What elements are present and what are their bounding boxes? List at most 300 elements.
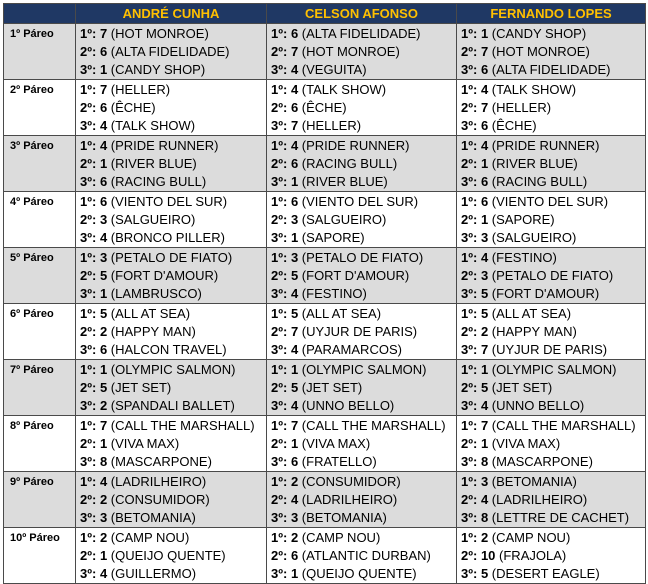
pick-position: 1º: [80,194,97,209]
picks-andre-cunha [76,416,267,472]
pick-line [80,529,266,547]
picks-celson-afonso [267,136,457,192]
horse-name: (PETALO DE FIATO) [491,268,614,283]
horse-name: (VIVA MAX) [110,436,180,451]
race-row [4,24,646,80]
pick-line [80,99,266,117]
pick-position: 3º: [461,62,478,77]
horse-number: 2 [99,324,108,339]
horse-name: (HELLER) [301,118,362,133]
pick-line [271,397,456,415]
pick-line [461,565,645,583]
horse-name: (CONSUMIDOR) [301,474,401,489]
horse-number: 6 [99,174,108,189]
horse-name: (CALL THE MARSHALL) [301,418,446,433]
pick-position: 2º: [80,548,97,563]
pick-position: 1º: [461,82,478,97]
horse-number: 4 [99,474,108,489]
horse-name: (VIVA MAX) [301,436,371,451]
pick-line [461,361,645,379]
race-label: 3º Páreo [4,136,76,192]
horse-name: (ALL AT SEA) [301,306,382,321]
horse-name: (LETTRE DE CACHET) [491,510,630,525]
picks-andre-cunha [76,248,267,304]
pick-position: 3º: [461,230,478,245]
pick-position: 2º: [461,268,478,283]
horse-number: 5 [480,380,489,395]
pick-position: 2º: [80,156,97,171]
pick-line [271,565,456,583]
pick-position: 1º: [80,362,97,377]
horse-name: (ALTA FIDELIDADE) [491,62,611,77]
pick-line [461,435,645,453]
pick-line [461,473,645,491]
pick-line [461,509,645,527]
race-label: 9º Páreo [4,472,76,528]
pick-position: 3º: [271,286,288,301]
horse-name: (SALGUEIRO) [110,212,196,227]
pick-position: 2º: [461,156,478,171]
horse-number: 3 [290,212,299,227]
pick-line [461,211,645,229]
horse-number: 5 [480,306,489,321]
horse-name: (RACING BULL) [301,156,398,171]
race-row [4,192,646,248]
pick-line [461,137,645,155]
pick-line [271,61,456,79]
horse-number: 6 [290,454,299,469]
header-fernando-lopes: FERNANDO LOPES [457,4,646,24]
pick-line [271,285,456,303]
pick-position: 1º: [271,530,288,545]
race-label: 2º Páreo [4,80,76,136]
pick-line [80,117,266,135]
pick-line [80,25,266,43]
horse-name: (CAMP NOU) [110,530,190,545]
horse-number: 2 [480,530,489,545]
picks-fernando-lopes [457,136,646,192]
pick-line [80,453,266,471]
pick-line [271,267,456,285]
horse-name: (FRATELLO) [301,454,377,469]
horse-name: (DESERT EAGLE) [491,566,600,581]
horse-name: (OLYMPIC SALMON) [110,362,236,377]
horse-name: (ÊCHE) [301,100,347,115]
horse-number: 3 [480,268,489,283]
horse-number: 4 [480,82,489,97]
pick-line [461,43,645,61]
horse-name: (VIENTO DEL SUR) [110,194,228,209]
picks-celson-afonso [267,528,457,584]
horse-name: (CALL THE MARSHALL) [491,418,636,433]
horse-number: 7 [290,44,299,59]
picks-andre-cunha [76,24,267,80]
picks-celson-afonso [267,80,457,136]
pick-line [271,379,456,397]
race-label: 5º Páreo [4,248,76,304]
horse-number: 7 [480,342,489,357]
horse-name: (RACING BULL) [110,174,207,189]
pick-line [80,229,266,247]
horse-name: (FESTINO) [491,250,557,265]
picks-fernando-lopes [457,416,646,472]
horse-name: (BETOMANIA) [301,510,387,525]
horse-number: 7 [480,418,489,433]
pick-line [80,379,266,397]
pick-line [80,249,266,267]
horse-number: 7 [480,100,489,115]
pick-line [271,25,456,43]
picks-andre-cunha [76,360,267,416]
horse-number: 7 [290,418,299,433]
pick-line [80,361,266,379]
pick-position: 3º: [271,118,288,133]
pick-line [461,397,645,415]
pick-position: 2º: [271,212,288,227]
header-andre-cunha: ANDRÉ CUNHA [76,4,267,24]
pick-position: 2º: [271,324,288,339]
horse-name: (LADRILHEIRO) [301,492,398,507]
race-row [4,136,646,192]
horse-name: (HAPPY MAN) [491,324,577,339]
horse-number: 4 [99,230,108,245]
pick-position: 3º: [271,510,288,525]
pick-position: 1º: [80,530,97,545]
horse-name: (LADRILHEIRO) [491,492,588,507]
pick-position: 2º: [80,212,97,227]
horse-number: 4 [99,138,108,153]
pick-line [271,435,456,453]
horse-name: (FORT D'AMOUR) [491,286,600,301]
horse-number: 1 [99,436,108,451]
horse-name: (OLYMPIC SALMON) [301,362,427,377]
race-row [4,248,646,304]
pick-position: 3º: [271,174,288,189]
picks-fernando-lopes [457,24,646,80]
horse-name: (ALL AT SEA) [110,306,191,321]
pick-line [461,61,645,79]
pick-line [461,305,645,323]
pick-position: 2º: [461,44,478,59]
picks-fernando-lopes [457,472,646,528]
race-row [4,472,646,528]
picks-andre-cunha [76,80,267,136]
pick-position: 2º: [271,44,288,59]
picks-celson-afonso [267,416,457,472]
horse-name: (HALCON TRAVEL) [110,342,227,357]
pick-position: 3º: [271,62,288,77]
horse-number: 4 [290,398,299,413]
horse-number: 3 [480,230,489,245]
pick-position: 2º: [461,548,478,563]
horse-number: 6 [480,194,489,209]
pick-line [80,547,266,565]
horse-name: (CONSUMIDOR) [110,492,210,507]
pick-position: 3º: [461,118,478,133]
picks-celson-afonso [267,472,457,528]
horse-number: 5 [290,306,299,321]
pick-line [461,547,645,565]
pick-position: 2º: [461,100,478,115]
horse-number: 5 [480,566,489,581]
horse-number: 1 [290,174,299,189]
horse-number: 4 [290,62,299,77]
pick-line [271,529,456,547]
pick-line [80,473,266,491]
pick-line [461,249,645,267]
horse-number: 5 [480,286,489,301]
pick-line [461,417,645,435]
pick-line [80,137,266,155]
pick-position: 3º: [271,566,288,581]
horse-name: (HELLER) [110,82,171,97]
header-corner [4,4,76,24]
pick-position: 1º: [271,418,288,433]
horse-name: (BETOMANIA) [491,474,577,489]
horse-number: 5 [99,380,108,395]
race-row [4,416,646,472]
horse-name: (SAPORE) [491,212,555,227]
picks-fernando-lopes [457,360,646,416]
horse-number: 1 [480,26,489,41]
horse-number: 6 [290,156,299,171]
horse-name: (SALGUEIRO) [301,212,387,227]
pick-position: 3º: [80,286,97,301]
horse-number: 2 [99,398,108,413]
horse-name: (RIVER BLUE) [301,174,388,189]
pick-position: 1º: [271,306,288,321]
pick-line [461,25,645,43]
horse-number: 5 [290,380,299,395]
pick-line [271,341,456,359]
pick-position: 1º: [461,418,478,433]
pick-line [461,117,645,135]
pick-position: 2º: [80,100,97,115]
horse-name: (ATLANTIC DURBAN) [301,548,431,563]
horse-name: (TALK SHOW) [301,82,387,97]
horse-name: (SPANDALI BALLET) [110,398,235,413]
pick-line [271,509,456,527]
pick-position: 1º: [271,474,288,489]
pick-line [271,453,456,471]
horse-name: (SAPORE) [301,230,365,245]
pick-position: 3º: [461,342,478,357]
horse-name: (HOT MONROE) [301,44,400,59]
horse-number: 6 [99,100,108,115]
pick-line [80,285,266,303]
pick-line [271,473,456,491]
pick-position: 1º: [461,306,478,321]
race-row [4,528,646,584]
horse-name: (CANDY SHOP) [110,62,206,77]
pick-line [271,99,456,117]
pick-line [271,117,456,135]
pick-line [80,211,266,229]
header-row [4,4,646,24]
pick-line [461,379,645,397]
horse-name: (MASCARPONE) [110,454,212,469]
pick-position: 3º: [461,174,478,189]
horse-name: (JET SET) [110,380,172,395]
pick-line [461,323,645,341]
pick-position: 2º: [80,268,97,283]
horse-name: (HOT MONROE) [491,44,590,59]
horse-name: (TALK SHOW) [110,118,196,133]
horse-number: 7 [99,418,108,433]
horse-number: 4 [480,250,489,265]
pick-line [271,323,456,341]
pick-position: 3º: [271,230,288,245]
horse-name: (CALL THE MARSHALL) [110,418,255,433]
horse-number: 4 [480,492,489,507]
horse-name: (TALK SHOW) [491,82,577,97]
pick-position: 2º: [271,492,288,507]
pick-line [271,155,456,173]
horse-name: (FORT D'AMOUR) [301,268,410,283]
horse-name: (PARAMARCOS) [301,342,402,357]
pick-position: 1º: [80,250,97,265]
horse-number: 3 [290,510,299,525]
horse-name: (MASCARPONE) [491,454,593,469]
picks-fernando-lopes [457,80,646,136]
horse-number: 1 [290,362,299,377]
pick-position: 2º: [461,324,478,339]
race-label: 7º Páreo [4,360,76,416]
pick-line [80,193,266,211]
pick-position: 1º: [271,138,288,153]
horse-name: (FRAJOLA) [499,548,567,563]
horse-name: (QUEIJO QUENTE) [110,548,226,563]
pick-position: 3º: [271,342,288,357]
pick-position: 1º: [271,250,288,265]
pick-line [271,249,456,267]
pick-line [80,397,266,415]
horse-number: 1 [480,156,489,171]
pick-position: 2º: [80,324,97,339]
horse-number: 5 [290,268,299,283]
pick-position: 3º: [80,454,97,469]
pick-line [80,173,266,191]
horse-name: (SALGUEIRO) [491,230,577,245]
pick-position: 1º: [271,194,288,209]
pick-line [271,211,456,229]
picks-andre-cunha [76,472,267,528]
race-label: 6º Páreo [4,304,76,360]
horse-number: 6 [480,174,489,189]
pick-position: 3º: [271,454,288,469]
horse-number: 2 [99,492,108,507]
pick-position: 1º: [80,418,97,433]
pick-line [80,509,266,527]
pick-line [80,305,266,323]
horse-number: 1 [480,212,489,227]
picks-andre-cunha [76,136,267,192]
race-row [4,80,646,136]
pick-line [461,529,645,547]
horse-number: 6 [99,44,108,59]
horse-number: 8 [99,454,108,469]
pick-line [461,81,645,99]
horse-name: (RIVER BLUE) [110,156,197,171]
horse-name: (VIENTO DEL SUR) [491,194,609,209]
horse-number: 3 [290,250,299,265]
horse-name: (VIENTO DEL SUR) [301,194,419,209]
pick-line [80,341,266,359]
horse-name: (RACING BULL) [491,174,588,189]
pick-position: 1º: [80,26,97,41]
pick-position: 3º: [461,286,478,301]
pick-line [80,61,266,79]
pick-position: 1º: [461,250,478,265]
horse-name: (ALTA FIDELIDADE) [110,44,230,59]
picks-fernando-lopes [457,304,646,360]
pick-position: 2º: [461,212,478,227]
picks-andre-cunha [76,192,267,248]
pick-position: 2º: [461,436,478,451]
pick-line [80,417,266,435]
pick-position: 1º: [461,26,478,41]
picks-andre-cunha [76,528,267,584]
pick-line [80,155,266,173]
horse-name: (JET SET) [491,380,553,395]
pick-position: 1º: [80,474,97,489]
horse-number: 1 [290,230,299,245]
horse-number: 4 [290,138,299,153]
pick-position: 1º: [461,194,478,209]
horse-name: (ALL AT SEA) [491,306,572,321]
horse-number: 6 [290,548,299,563]
pick-line [461,267,645,285]
horse-number: 4 [290,492,299,507]
pick-position: 3º: [80,62,97,77]
horse-number: 2 [290,474,299,489]
horse-name: (UNNO BELLO) [301,398,395,413]
horse-name: (ALTA FIDELIDADE) [301,26,421,41]
horse-number: 7 [99,82,108,97]
pick-position: 1º: [461,530,478,545]
pick-position: 3º: [80,510,97,525]
pick-position: 2º: [271,548,288,563]
horse-number: 3 [99,250,108,265]
horse-name: (HOT MONROE) [110,26,209,41]
horse-number: 6 [480,118,489,133]
pick-line [80,435,266,453]
pick-position: 3º: [461,510,478,525]
horse-name: (FORT D'AMOUR) [110,268,219,283]
horse-number: 2 [99,530,108,545]
horse-name: (OLYMPIC SALMON) [491,362,617,377]
horse-number: 8 [480,454,489,469]
horse-number: 3 [99,510,108,525]
horse-number: 6 [290,26,299,41]
pick-position: 2º: [271,380,288,395]
horse-number: 4 [480,138,489,153]
horse-name: (ÊCHE) [491,118,537,133]
horse-number: 1 [290,566,299,581]
pick-line [461,341,645,359]
pick-line [80,565,266,583]
pick-line [461,491,645,509]
horse-name: (JET SET) [301,380,363,395]
pick-line [461,229,645,247]
horse-number: 1 [99,286,108,301]
horse-number: 4 [290,286,299,301]
picks-celson-afonso [267,248,457,304]
pick-position: 2º: [271,156,288,171]
pick-position: 3º: [80,398,97,413]
pick-position: 3º: [80,230,97,245]
horse-number: 3 [99,212,108,227]
